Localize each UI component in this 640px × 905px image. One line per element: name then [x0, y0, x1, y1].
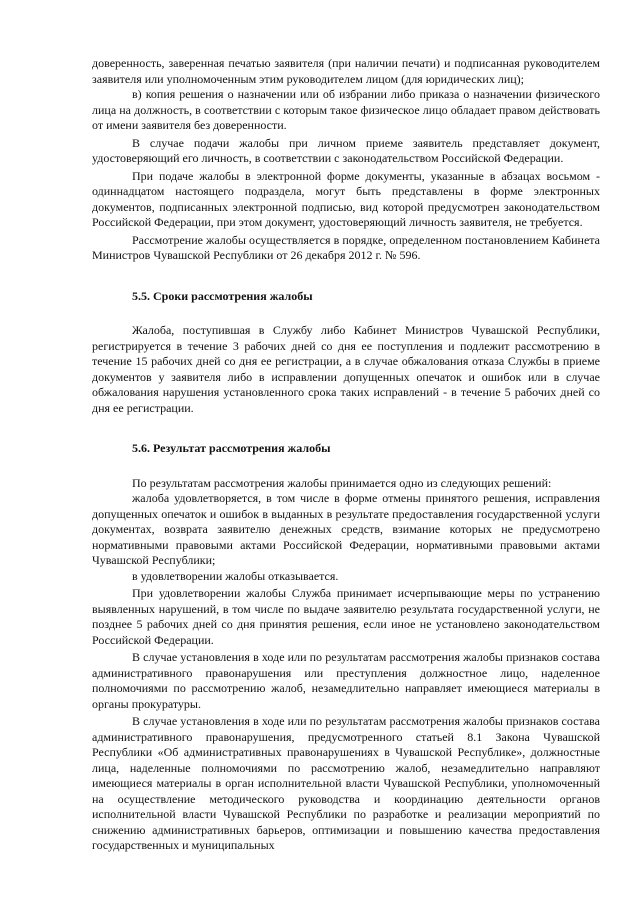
paragraph-complaint-refused: в удовлетворении жалобы отказывается.: [132, 568, 339, 583]
heading-section-5-6: 5.6. Результат рассмотрения жалобы: [132, 441, 331, 455]
document-page: [92, 56, 600, 854]
paragraph-item-v: в) копия решения о назначении или об избрании либо приказа о назначении физического лица на должность, в соответствии с которым такое физическое лицо обладает правом действовать от имени заявителя без доверенности.: [92, 87, 600, 132]
paragraph-remedial-measures: При удовлетворении жалобы Служба принимает исчерпывающие меры по устранению выявленных нарушений, в том числе по выдаче заявителю результата государственной услуги, не позднее 5 рабочих дней со дня принятия решения, если иное не установлено законодательством Российской Федерации.: [92, 586, 600, 647]
paragraph-electronic-form: При подаче жалобы в электронной форме документы, указанные в абзацах восьмом - одиннадцатом настоящего подраздела, могут быть представлены в форме электронных документов, подписанных электронной подписью, вид которой предусмотрен законодательством Российской Федерации, при этом документ, удостоверяющий личность заявителя, не требуется.: [92, 168, 600, 229]
paragraph-review-terms: Жалоба, поступившая в Службу либо Кабинет Министров Чувашской Республики, регистрируется в течение 3 рабочих дней со дня ее поступления и подлежит рассмотрению в течение 15 рабочих дней со дня ее регистрации, а в случае обжалования отказа Службы в приеме документов у заявителя либо в исправлении допущенных опечаток и ошибок или в случае обжалования нарушения установленного срока таких исправлений - в течение 5 рабочих дней со дня ее регистрации.: [92, 323, 600, 415]
paragraph-personal-reception: В случае подачи жалобы при личном приеме заявитель представляет документ, удостоверяющий его личность, в соответствии с законодательством Российской Федерации.: [92, 135, 600, 165]
paragraph-complaint-satisfied: жалоба удовлетворяется, в том числе в форме отмены принятого решения, исправления допущенных опечаток и ошибок в выданных в результате предоставления государственной услуги документах, возврата заявителю денежных средств, взимание которых не предусмотрено нормативными правовыми актами Российской Федерации, нормативными правовыми актами Чувашской Республики;: [92, 491, 600, 567]
paragraph-decisions-intro: По результатам рассмотрения жалобы принимается одно из следующих решений:: [132, 475, 552, 490]
paragraph-power-of-attorney: доверенность, заверенная печатью заявителя (при наличии печати) и подписанная руководителем заявителя или уполномоченным этим руководителем лицом (для юридических лиц);: [92, 56, 600, 86]
paragraph-prosecutor-referral: В случае установления в ходе или по результатам рассмотрения жалобы признаков состава административного правонарушения или преступления должностное лицо, наделенное полномочиями по рассмотрению жалоб, незамедлительно направляет имеющиеся материалы в органы прокуратуры.: [92, 650, 600, 711]
paragraph-review-procedure: Рассмотрение жалобы осуществляется в порядке, определенном постановлением Кабинета Министров Чувашской Республики от 26 декабря 2012 г. № 596.: [92, 232, 600, 262]
paragraph-article-8-1: В случае установления в ходе или по результатам рассмотрения жалобы признаков состава административного правонарушения, предусмотренного статьей 8.1 Закона Чувашской Республики «Об административных правонарушениях в Чувашской Республике», должностные лица, наделенные полномочиями по рассмотрению жалоб, незамедлительно направляют имеющиеся материалы в орган исполнительной власти Чувашской Республики, уполномоченный на осуществление методического руководства и координацию деятельности органов исполнительной власти Чувашской Республики по разработке и реализации мероприятий по снижению административных барьеров, оптимизации и повышению качества предоставления государственных и муниципальных: [92, 714, 600, 852]
heading-section-5-5: 5.5. Сроки рассмотрения жалобы: [132, 288, 313, 303]
